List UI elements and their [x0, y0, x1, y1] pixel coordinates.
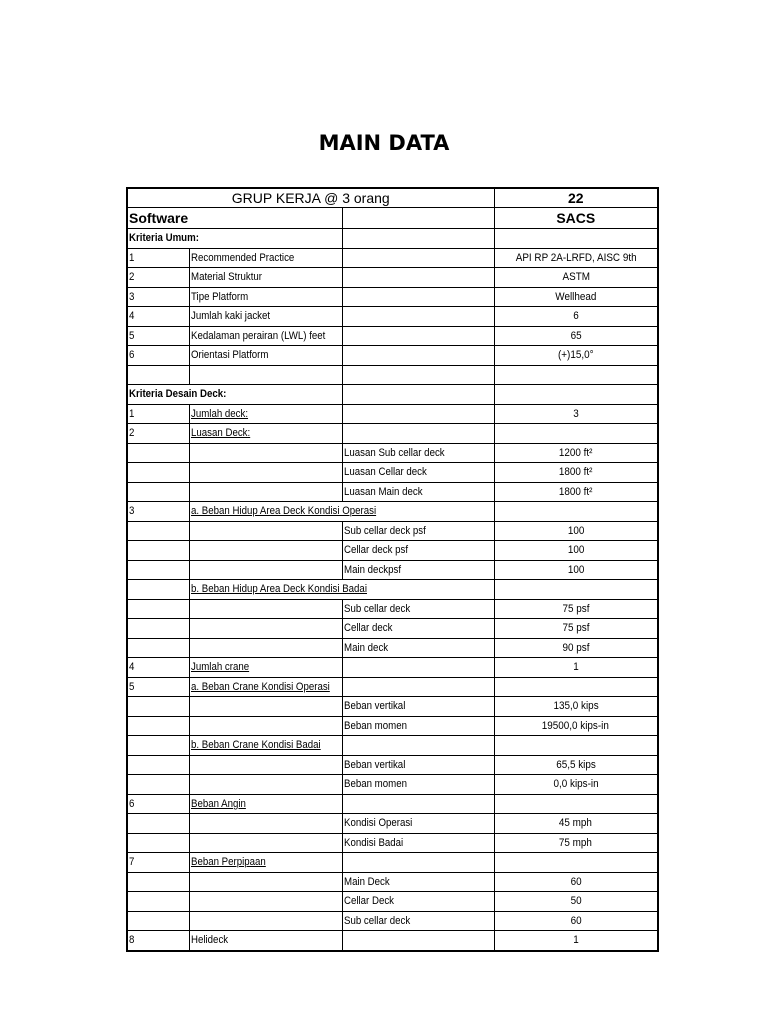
row-label: Beban Perpipaan — [189, 853, 342, 873]
row-label: a. Beban Crane Kondisi Operasi — [189, 677, 342, 697]
table-row — [127, 188, 658, 208]
sub-label: Sub cellar deck psf — [342, 521, 494, 541]
sub-label: Main Deck — [342, 872, 494, 892]
row-value: 1800 ft² — [494, 463, 658, 483]
sub-label: Beban momen — [342, 716, 494, 736]
row-value: 45 mph — [494, 814, 658, 834]
table-row — [127, 560, 658, 580]
row-value: (+)15,0° — [494, 346, 658, 366]
table-row — [127, 892, 658, 912]
table-row — [127, 326, 658, 346]
row-value: 19500,0 kips-in — [494, 716, 658, 736]
table-row — [127, 541, 658, 561]
page-title: MAIN DATA — [318, 131, 450, 155]
row-value: 1200 ft² — [494, 443, 658, 463]
row-value: 100 — [494, 521, 658, 541]
row-number: 1 — [127, 404, 189, 424]
row-label: Material Struktur — [189, 268, 342, 288]
table-row — [127, 911, 658, 931]
table-row — [127, 268, 658, 288]
sub-label: Luasan Cellar deck — [342, 463, 494, 483]
row-number: 6 — [127, 794, 189, 814]
sub-label: Kondisi Operasi — [342, 814, 494, 834]
table-row — [127, 580, 658, 600]
row-number: 5 — [127, 677, 189, 697]
sub-label: Cellar deck — [342, 619, 494, 639]
main-data-table — [126, 187, 659, 952]
table-row — [127, 424, 658, 444]
row-label: Tipe Platform — [189, 287, 342, 307]
sub-label: Sub cellar deck — [342, 599, 494, 619]
table-row — [127, 482, 658, 502]
table-row — [127, 775, 658, 795]
sub-label: Main deck — [342, 638, 494, 658]
table-row — [127, 248, 658, 268]
row-value: 0,0 kips-in — [494, 775, 658, 795]
row-value: Wellhead — [494, 287, 658, 307]
table-row — [127, 677, 658, 697]
table-row — [127, 716, 658, 736]
row-value: 75 psf — [494, 619, 658, 639]
table-row — [127, 697, 658, 717]
table-row — [127, 638, 658, 658]
sub-label: Luasan Sub cellar deck — [342, 443, 494, 463]
row-label: Jumlah crane — [189, 658, 342, 678]
table-row — [127, 619, 658, 639]
section-umum-label: Kriteria Umum: — [127, 229, 189, 249]
table-row — [127, 833, 658, 853]
sub-label: Main deckpsf — [342, 560, 494, 580]
group-label: GRUP KERJA @ 3 orang — [127, 188, 494, 208]
group-value: 22 — [494, 188, 658, 208]
row-value: 65 — [494, 326, 658, 346]
row-value: 75 mph — [494, 833, 658, 853]
row-label: Orientasi Platform — [189, 346, 342, 366]
row-number: 3 — [127, 502, 189, 522]
row-value: 60 — [494, 911, 658, 931]
row-value: 75 psf — [494, 599, 658, 619]
row-value: 100 — [494, 541, 658, 561]
table-row — [127, 736, 658, 756]
row-value: 3 — [494, 404, 658, 424]
row-number: 1 — [127, 248, 189, 268]
row-label: Helideck — [189, 931, 342, 951]
row-value: 1 — [494, 931, 658, 951]
row-label: Jumlah kaki jacket — [189, 307, 342, 327]
table-row — [127, 931, 658, 951]
table-row — [127, 229, 658, 249]
row-value: API RP 2A-LRFD, AISC 9th — [494, 248, 658, 268]
table-row — [127, 658, 658, 678]
table-row — [127, 853, 658, 873]
row-number: 4 — [127, 307, 189, 327]
row-label: a. Beban Hidup Area Deck Kondisi Operasi — [189, 502, 342, 522]
sub-label: Sub cellar deck — [342, 911, 494, 931]
row-value: 50 — [494, 892, 658, 912]
table-row — [127, 365, 658, 385]
software-label: Software — [127, 208, 189, 229]
row-label: Kedalaman perairan (LWL) feet — [189, 326, 342, 346]
row-label: Jumlah deck: — [189, 404, 342, 424]
row-label: Beban Angin — [189, 794, 342, 814]
row-label: b. Beban Hidup Area Deck Kondisi Badai — [189, 580, 342, 600]
row-number: 2 — [127, 268, 189, 288]
table-row — [127, 346, 658, 366]
row-number: 5 — [127, 326, 189, 346]
row-value: 65,5 kips — [494, 755, 658, 775]
row-number: 4 — [127, 658, 189, 678]
table-row — [127, 794, 658, 814]
row-number: 2 — [127, 424, 189, 444]
table-row — [127, 599, 658, 619]
row-label: Luasan Deck: — [189, 424, 342, 444]
table-row — [127, 872, 658, 892]
row-value: 100 — [494, 560, 658, 580]
sub-label: Cellar deck psf — [342, 541, 494, 561]
row-number: 6 — [127, 346, 189, 366]
sub-label: Beban vertikal — [342, 755, 494, 775]
table-row — [127, 755, 658, 775]
row-label: b. Beban Crane Kondisi Badai — [189, 736, 342, 756]
row-value: 1 — [494, 658, 658, 678]
row-label: Recommended Practice — [189, 248, 342, 268]
table-row — [127, 463, 658, 483]
sub-label: Beban vertikal — [342, 697, 494, 717]
table-row — [127, 443, 658, 463]
sub-label: Luasan Main deck — [342, 482, 494, 502]
table-row — [127, 814, 658, 834]
software-value: SACS — [494, 208, 658, 229]
row-value: 135,0 kips — [494, 697, 658, 717]
table-row — [127, 385, 658, 405]
row-value: ASTM — [494, 268, 658, 288]
table-row — [127, 404, 658, 424]
table-row — [127, 208, 658, 229]
row-number: 7 — [127, 853, 189, 873]
row-value: 6 — [494, 307, 658, 327]
sub-label: Cellar Deck — [342, 892, 494, 912]
row-number: 8 — [127, 931, 189, 951]
row-value: 60 — [494, 872, 658, 892]
sub-label: Kondisi Badai — [342, 833, 494, 853]
table-row — [127, 287, 658, 307]
row-number: 3 — [127, 287, 189, 307]
sub-label: Beban momen — [342, 775, 494, 795]
table-row — [127, 521, 658, 541]
table-row — [127, 502, 658, 522]
table-row — [127, 307, 658, 327]
row-value: 1800 ft² — [494, 482, 658, 502]
section-deck-label: Kriteria Desain Deck: — [127, 385, 189, 405]
row-value: 90 psf — [494, 638, 658, 658]
